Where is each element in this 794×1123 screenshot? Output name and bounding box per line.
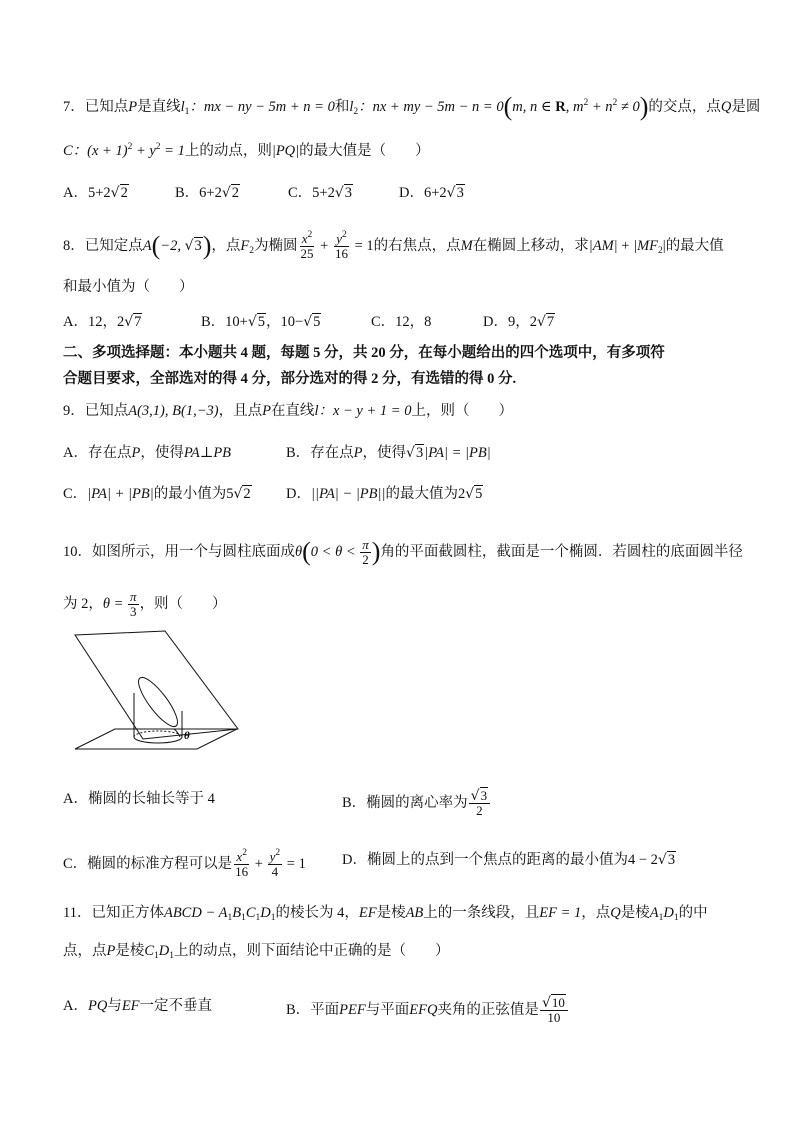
q10-option-a[interactable]: A．椭圆的长轴长等于 4 [63, 791, 215, 807]
q9-stem: 9．已知点A(3,1), B(1,−3)，且点P在直线l：x − y + 1 = 0上，则（ ） [63, 403, 513, 419]
q9-options-cd [63, 484, 483, 504]
q8-option-c[interactable]: C．12，8 [371, 314, 432, 330]
q8-line2: 和最小值为（ ） [63, 279, 194, 295]
q8-options [63, 312, 555, 332]
q10-line1: 10．如图所示，用一个与圆柱底面成θ(0 < θ < $\frac{\pi}{2}$ )角的平面截圆柱，截面是一个椭圆．若圆柱的底面圆半径 [63, 536, 743, 567]
q10-line2: 为 2，θ = $\frac{\pi}{3}$ ，则（ ） [63, 589, 227, 619]
section2-heading-line2: 合题目要求，全部选对的得 4 分，部分选对的得 2 分，有选错的得 0 分. [63, 371, 517, 387]
q8-line1: 8．已知定点A(−2, √3)，点$F_2$为椭圆 $\frac{x^2}{25}$ + $\frac{y^2}{16}$ = 1的右焦点，点M在椭圆上移动，求$|AM| + |MF_2|$的最大值 [63, 230, 724, 261]
q9-option-d[interactable]: D．||PA| − |PB||的最大值为2√5 [286, 486, 483, 502]
section2-heading-line1: 二、多项选择题：本小题共 4 题，每题 5 分，共 20 分，在每小题给出的四个选项中，有多项符 [63, 345, 665, 361]
q10-options-cd [63, 848, 676, 879]
q9-option-a[interactable]: A．存在点P，使得PA⊥PB [63, 445, 232, 461]
q11-option-a[interactable]: A．PQ与EF一定不垂直 [63, 998, 213, 1014]
q7-option-a[interactable]: A．5+2√2 [63, 185, 128, 201]
q7-option-b[interactable]: B．6+2√2 [175, 185, 240, 201]
q11-line1: 11．已知正方体ABCD − $A_1B_1C_1D_1$的棱长为 4，EF是棱AB上的一条线段，且EF = 1，点Q是棱$A_1D_1$的中 [63, 905, 708, 923]
q8-option-b[interactable]: B．10+√5，10−√5 [201, 314, 321, 330]
q7-option-c[interactable]: C．5+2√3 [288, 185, 353, 201]
q10-option-d[interactable]: D．椭圆上的点到一个焦点的距离的最小值为4 − 2√3 [342, 852, 676, 868]
q8-option-a[interactable]: A．12，2√7 [63, 314, 142, 330]
q10-options-ab [63, 788, 488, 818]
q8-option-d[interactable]: D．9，2√7 [483, 314, 555, 330]
q11-line2: 点，点P是棱$C_1D_1$上的动点，则下面结论中正确的是（ ） [63, 943, 450, 961]
section-ellipse [133, 673, 183, 732]
q9-option-c[interactable]: C．|PA| + |PB|的最小值为5√2 [63, 486, 251, 502]
q7-option-d[interactable]: D．6+2√3 [399, 185, 464, 201]
q10-cylinder-figure [70, 625, 245, 753]
q11-option-b[interactable]: B．平面PEF与平面EFQ夹角的正弦值是 $\frac{√10}{10}$ [286, 996, 569, 1025]
angle-theta-label: θ [184, 730, 190, 742]
q11-options-ab [63, 995, 565, 1025]
q9-option-b[interactable]: B．存在点P，使得√3|PA| = |PB| [286, 445, 491, 461]
q7-line1: 7．已知点P是直线$l_1$：mx − ny − 5m + n = 0和$l_2$：nx + my − 5m − n = 0(m, n ∈ R, $m^2 + n^2 \ne 0$)的交点，点Q是圆 [63, 92, 761, 121]
q9-options-ab [63, 443, 491, 463]
q7-line2: C：$(x + 1)^2 + y^2 = 1$上的动点，则|PQ|的最大值是（ ） [63, 142, 430, 159]
cutting-plane [75, 631, 238, 739]
q10-option-b[interactable]: B．椭圆的离心率为 $\frac{√3}{2}$ [342, 789, 491, 818]
q10-option-c[interactable]: C．椭圆的标准方程可以是 $\frac{x^2}{16}$ + $\frac{y^2}{4}$ = 1 [63, 848, 306, 879]
q7-options [63, 183, 464, 203]
